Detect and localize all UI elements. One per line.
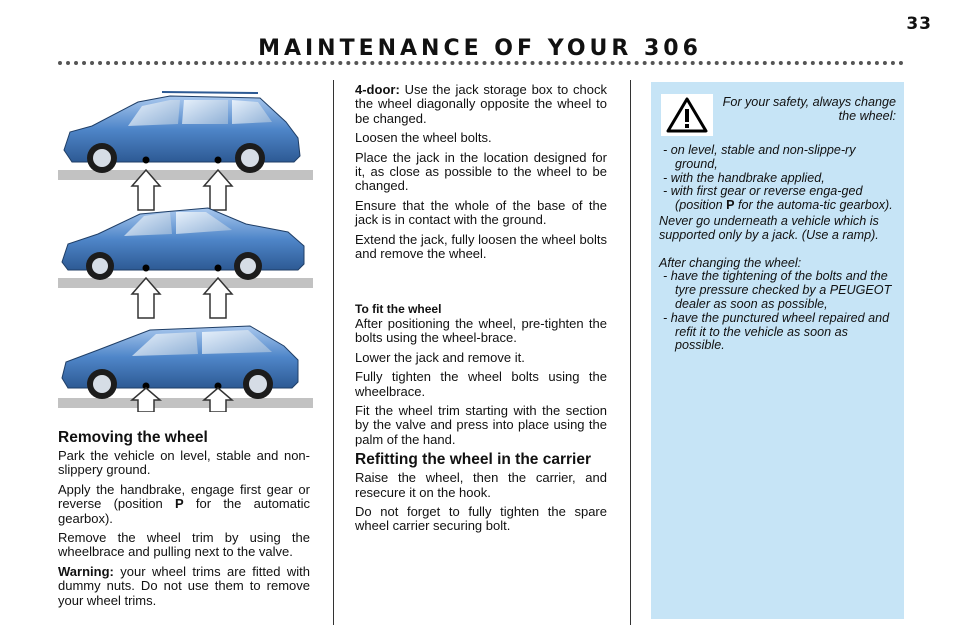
title-dotted-rule [58, 61, 904, 65]
paragraph: Remove the wheel trim by using the wheelbrace and pulling next to the valve. [58, 530, 310, 560]
paragraph: Raise the wheel, then the carrier, and resecure it on the hook. [355, 470, 607, 500]
paragraph: Lower the jack and remove it. [355, 349, 525, 365]
middle-column [355, 83, 607, 539]
list-item: - with first gear or reverse enga-ged (position P for the automa-tic gearbox). [663, 184, 893, 213]
ground-strip [58, 278, 313, 288]
jack-points-illustration [58, 82, 313, 412]
list-item: - with the handbrake applied, [663, 170, 825, 185]
jack-arrow-icon [204, 388, 232, 412]
removing-heading: Removing the wheel [58, 429, 208, 446]
jack-point-marker [215, 265, 222, 272]
paragraph: After positioning the wheel, pre-tighten the bolts using the wheel-brace. [355, 315, 607, 346]
fit-heading: To fit the wheel [355, 302, 442, 317]
paragraph: Loosen the wheel bolts. [355, 130, 492, 146]
paragraph: 4-door: Use the jack storage box to chock the wheel diagonally opposite the wheel to be changed. [355, 82, 607, 126]
saloon-car-icon [62, 208, 304, 280]
column-divider [333, 80, 334, 625]
after-heading: After changing the wheel: [659, 255, 802, 270]
list-item: - on level, stable and non-slippe-ry ground, [663, 143, 856, 171]
page-number: 33 [906, 14, 932, 34]
never-paragraph: Never go underneath a vehicle which is supported only by a jack. (Use a ramp). [659, 213, 879, 242]
jack-point-marker [143, 157, 150, 164]
list-item: - have the punctured wheel repaired and refit it to the vehicle as soon as possible. [663, 310, 890, 353]
list-item: - have the tightening of the bolts and the tyre pressure checked by a PEUGEOT dealer as soon as possible, [663, 269, 892, 311]
paragraph: Park the vehicle on level, stable and non-slippery ground. [58, 448, 310, 478]
refit-heading: Refitting the wheel in the carrier [355, 451, 591, 469]
jack-point-marker [143, 265, 150, 272]
estate-car-icon [64, 92, 300, 173]
jack-point-marker [215, 157, 222, 164]
jack-arrow-icon [132, 388, 160, 412]
paragraph: Place the jack in the location designed for it, as close as possible to the wheel to be changed. [355, 149, 607, 194]
safety-intro: For your safety, always change the wheel: [722, 95, 896, 123]
warning-triangle-icon [661, 94, 713, 136]
hatchback-car-icon [62, 326, 298, 399]
paragraph: Ensure that the whole of the base of the jack is in contact with the ground. [355, 197, 607, 228]
paragraph: Fit the wheel trim starting with the section by the valve and press into place using the palm of the hand. [355, 402, 607, 447]
left-column [58, 430, 310, 613]
ground-strip [58, 398, 313, 408]
paragraph: Extend the jack, fully loosen the wheel bolts and remove the wheel. [355, 231, 607, 262]
column-divider [630, 80, 631, 625]
safety-box [651, 82, 904, 619]
warning-paragraph: Warning: your wheel trims are fitted with dummy nuts. Do not use them to remove your wheel trims. [58, 563, 310, 608]
after-list [659, 270, 896, 353]
paragraph: Apply the handbrake, engage first gear or reverse (position P for the automatic gearbox). [58, 481, 310, 526]
paragraph: Fully tighten the wheel bolts using the wheelbrace. [355, 369, 607, 399]
paragraph: Do not forget to fully tighten the spare wheel carrier securing bolt. [355, 503, 607, 534]
page-title: MAINTENANCE OF YOUR 306 [258, 36, 702, 61]
safety-list [659, 144, 896, 213]
